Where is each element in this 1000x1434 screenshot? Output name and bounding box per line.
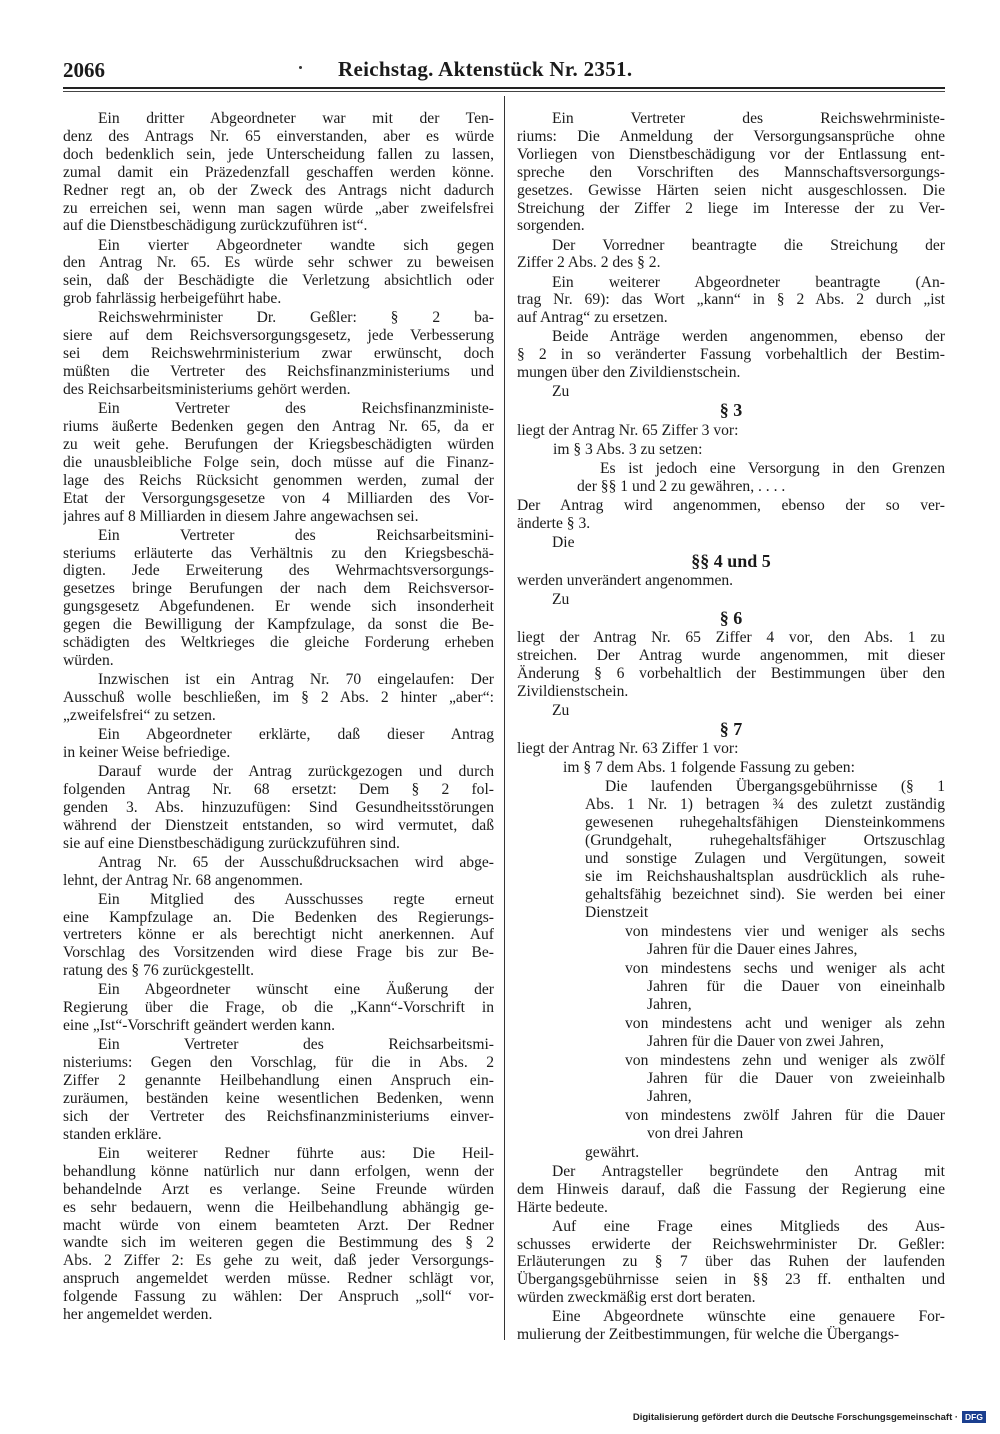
text-line: zumal damit ein Präzedenzfall geschaffen werden könne. [63,163,494,181]
text-line: Abs. 2 Ziffer 2: Es gehe zu weit, daß jeder Versorgungs- [63,1252,494,1270]
column-divider [504,96,505,1340]
text-line: riums äußerte Bedenken gegen den Antrag Nr. 65, da er [63,417,494,435]
text-line: Ein weiterer Abgeordneter beantragte (An- [552,273,945,291]
text-line: der §§ 1 und 2 zu gewähren, . . . . [577,477,786,495]
text-line: Jahren für die Dauer von eineinhalb [647,977,945,995]
text-line: Die [552,533,575,551]
text-line: eine Kampfzulage an. Die Bedenken des Regierungs- [63,908,494,926]
text-line: Ein Abgeordneter erklärte, daß dieser Antrag [98,725,494,743]
paragraph-block [63,309,494,399]
text-line: im § 7 dem Abs. 1 folgende Fassung zu geben: [563,759,855,777]
header-rule-thin [63,91,945,92]
paragraph-block [517,1218,945,1308]
text-line: Beide Anträge werden angenommen, ebenso der [552,328,945,346]
text-line: grob fahrlässig herbeigeführt habe. [63,290,282,308]
text-line: Ein weiterer Redner führte aus: Die Heil- [98,1144,494,1162]
text-line: Antrag Nr. 65 der Ausschußdrucksachen wird abge- [98,853,494,871]
text-line: steriums erläuterte das Verhältnis zu den Kriegsbeschä- [63,544,494,562]
text-line: zu weit gehe. Berufungen der Kriegsbeschädigten würden [63,435,494,453]
plain-block [517,422,945,440]
paragraph-block [63,854,494,890]
text-line: doch bedenklich sein, jede Unterscheidung fallen zu lassen, [63,145,494,163]
text-line: müßten die Vertreter des Reichsfinanzministeriums und [63,363,494,381]
text-line: folgenden Antrag Nr. 68 ersetzt: Dem § 2 fol- [63,780,494,798]
text-line: Der Antragsteller begründete den Antrag mit [552,1162,945,1180]
section-heading [517,402,945,420]
text-line: es sehr bedauern, wenn die Heilbehandlung abhängig ge- [63,1198,494,1216]
paragraph-block [63,1145,494,1324]
text-line: Jahren, [647,995,692,1013]
text-line: Vorschlag des Vorsitzenden wird diese Frage bis zur Be- [63,944,494,962]
text-line: Es ist jedoch eine Versorgung in den Grenzen [600,459,945,477]
running-title: Reichstag. Aktenstück Nr. 2351. [338,57,633,81]
text-line: Zu [552,702,570,719]
text-line: würden zweckmäßig erst dort beraten. [517,1289,756,1307]
text-line: gewesenen ruhegehaltsfähigen Diensteinkommens [585,814,945,832]
right-column [517,110,945,1345]
text-line: eine „Ist“-Vorschrift geändert werden kann. [63,1017,336,1035]
text-line: § 6 [719,610,743,628]
text-line: „zweifelsfrei“ zu setzen. [63,706,216,724]
text-line: die unausbleibliche Folge sein, doch müsse auf die Finanz- [63,453,494,471]
paragraph-block [517,1308,945,1344]
zu-block [517,534,945,552]
sub2-block [517,460,945,496]
sub-b-block [517,759,945,777]
digitization-credit [633,1411,986,1423]
text-line: gesetzes bringe Berufungen der nach dem Reichsversor- [63,580,494,598]
credit-text: Digitalisierung gefördert durch die Deutsche Forschungsgemeinschaft · [632,1411,959,1423]
text-line: während der Dienstzeit entstanden, so wird vermutet, daß [63,816,494,834]
text-line: sich der Vertreter des Reichsfinanzministeriums einver- [63,1107,494,1125]
plain-block [517,740,945,758]
text-line: § 7 [719,721,743,739]
text-line: auf die Dienstbeschädigung zurückzuführen ist“. [63,217,368,235]
text-line: behandelnde Arzt es verlange. Seine Freunde würden [63,1180,494,1198]
list-item-block [517,1052,945,1106]
text-line: Darauf wurde der Antrag zurückgezogen und durch [98,762,494,780]
text-line: mungen über den Zivildienstschein. [517,364,741,382]
text-line: Regierung über die Frage, ob die „Kann“-Vorschrift in [63,999,494,1017]
sub-block [517,441,945,459]
text-line: Jahren für die Dauer von zwei Jahren, [647,1032,884,1050]
section-heading [517,553,945,571]
text-line: Härte bedeute. [517,1198,608,1216]
text-line: vertreters könne er als berechtigt nicht anerkennen. Auf [63,926,494,944]
text-line: liegt der Antrag Nr. 63 Ziffer 1 vor: [517,740,739,758]
text-line: gesetzes. Gewisse Härten seien nicht ausgeschlossen. Die [517,181,945,199]
text-line: von mindestens acht und weniger als zehn [625,1014,945,1032]
text-line: schädigten des Weltkrieges die gleiche Forderung erheben [63,634,494,652]
text-line: Reichswehrminister Dr. Geßler: § 2 ba- [98,309,494,327]
list-item-block [517,1015,945,1051]
text-line: Ein Vertreter des Reichswehrministe- [552,110,945,127]
text-line: von mindestens zehn und weniger als zwölf [625,1051,945,1069]
text-line: (Grundgehalt, ruhegehaltsfähiger Ortszuschlag [585,832,945,850]
left-column [63,110,494,1325]
text-line: Ein dritter Abgeordneter war mit der Ten- [98,110,494,127]
paragraph-block [63,237,494,309]
text-line: folgende Fassung zu wählen: Der Anspruch „soll“ vor- [63,1288,494,1306]
text-line: Jahren für die Dauer von zweieinhalb [647,1069,945,1087]
text-line: zuräumen, beständen keine wesentlichen Bedenken, wenn [63,1090,494,1107]
header-rule [63,87,945,89]
text-line: § 3 [719,402,743,421]
text-line: Übergangsgebührnisse seien in §§ 23 ff. enthalten und [517,1271,945,1289]
zu-block [517,591,945,609]
text-line: Ziffer 2 genannte Heilbehandlung einen Anspruch ein- [63,1072,494,1090]
text-line: von drei Jahren [647,1124,744,1142]
paragraph-block [63,527,494,670]
text-line: denz des Antrags Nr. 65 einverstanden, aber es würde [63,127,494,145]
text-line: Abs. 1 Nr. 1) betragen ¾ des zuletzt zuständig [585,796,945,814]
text-line: Auf eine Frage eines Mitglieds des Aus- [552,1217,945,1235]
text-line: Ein Mitglied des Ausschusses regte erneut [98,890,494,908]
text-line: Der Vorredner beantragte die Streichung der [552,236,945,254]
page-number: 2066 [63,58,105,82]
quote-block [517,778,945,921]
paragraph-block [63,981,494,1035]
text-line: sein, daß der Beschädigte die Verletzung absichtlich oder [63,272,494,290]
text-line: Ein Vertreter des Reichsarbeitsmi- [98,1036,494,1054]
text-line: von mindestens sechs und weniger als acht [625,959,945,977]
text-line: sie im Reichshaushaltsplan ausdrücklich als ruhe- [585,867,945,885]
text-line: Ein Vertreter des Reichsarbeitsmini- [98,526,494,544]
section-heading [517,610,945,628]
text-line: genden 3. Abs. hinzuzufügen: Sind Gesundheitsstörungen [63,798,494,816]
text-line: Dienstzeit [585,903,649,921]
text-line: Ein Vertreter des Reichsfinanzministe- [98,400,494,418]
text-line: ratung des § 76 zurückgestellt. [63,962,254,980]
text-line: standen erkläre. [63,1125,162,1143]
paragraph-block [517,237,945,273]
text-line: liegt der Antrag Nr. 65 Ziffer 4 vor, den Abs. 1 zu [517,629,945,647]
text-line: im § 3 Abs. 3 zu setzen: [553,440,703,458]
text-line: macht würde von einem beamteten Arzt. Der Redner [63,1216,494,1234]
text-line: in keiner Weise befriedige. [63,743,231,761]
text-line: her angemeldet werden. [63,1306,213,1324]
paragraph-block [517,328,945,382]
text-line: schusses erwiderte der Reichswehrminister Dr. Geßler: [517,1235,945,1253]
print-speck [299,66,302,69]
text-line: digten. Jede Erweiterung des Wehrmachtsversorgungs- [63,562,494,580]
paragraph-block [63,671,494,725]
zu-block [517,383,945,401]
text-line: Ein Abgeordneter wünscht eine Äußerung der [98,981,494,999]
text-line: anspruch angemeldet werden müsse. Redner schlägt vor, [63,1270,494,1288]
text-line: den Antrag Nr. 65. Es würde sehr schwer zu beweisen [63,254,494,272]
text-line: §§ 4 und 5 [691,552,771,571]
paragraph-block [517,110,945,235]
text-line: siere auf dem Reichsversorgungsgesetz, jede Verbesserung [63,327,494,345]
text-line: Redner regt an, ob der Zweck des Antrags nicht dadurch [63,181,494,199]
text-line: dem Hinweis darauf, daß die Fassung der Regierung eine [517,1180,945,1198]
text-line: Der Antrag wird angenommen, ebenso der so ver- [517,496,945,514]
plain-block [517,629,945,701]
text-line: Die laufenden Übergangsgebührnisse (§ 1 [605,778,945,796]
text-line: Jahren für die Dauer eines Jahres, [647,940,858,958]
text-line: Jahren, [647,1087,692,1105]
text-line: sei dem Reichswehrministerium zwar erwünscht, doch [63,345,494,363]
paragraph-block [63,1036,494,1143]
text-line: von mindestens zwölf Jahren für die Dauer [625,1106,945,1124]
list-item-block [517,923,945,959]
text-line: jahres auf 8 Milliarden in diesem Jahre angewachsen sei. [63,507,419,525]
text-line: gewährt. [585,1143,640,1161]
text-line: mulierung der Zeitbestimmungen, für welche die Übergangs- [517,1326,900,1344]
text-line: lage des Reichs Rücksicht genommen werden, zumal der [63,471,494,489]
text-line: streichen. Der Antrag wurde angenommen, mit dieser [517,647,945,665]
text-line: änderte § 3. [517,514,591,532]
text-line: spreche den Vorschriften des Mannschaftsversorgungs- [517,163,945,181]
text-line: werden unverändert angenommen. [517,571,734,589]
text-line: Zivildienstschein. [517,682,629,700]
paragraph-block [63,763,494,853]
text-line: Eine Abgeordnete wünschte eine genauere For- [552,1308,945,1326]
paragraph-block [517,1163,945,1217]
text-line: und sonstige Zulagen und Vergütungen, soweit [585,850,945,867]
text-line: gegen die Bewilligung der Kampfzulage, da sonst die Be- [63,616,494,634]
text-line: gehaltsfähig bezeichnet sind). Sie werden bei einer [585,885,945,903]
text-line: trag Nr. 69): das Wort „kann“ in § 2 Abs. 2 durch „ist [517,291,945,309]
plain-block [517,497,945,533]
text-line: Vorliegen von Dienstbeschädigung vor der Entlassung ent- [517,145,945,163]
list-item-block [517,960,945,1014]
text-line: Ausschuß wolle beschließen, im § 2 Abs. 2 hinter „aber“: [63,688,494,706]
text-line: des Reichsarbeitsministeriums gehört werden. [63,380,351,398]
plain-block [517,572,945,590]
text-line: Inzwischen ist ein Antrag Nr. 70 eingelaufen: Der [98,671,494,689]
text-line: Ein vierter Abgeordneter wandte sich gegen [98,236,494,254]
text-line: würden. [63,651,114,669]
text-line: Streichung der Ziffer 2 liege im Interesse der zu Ver- [517,199,945,217]
text-line: behandlung könne natürlich nur dann erfolgen, wenn der [63,1162,494,1180]
paragraph-block [63,726,494,762]
text-line: von mindestens vier und weniger als sechs [625,922,945,940]
text-line: Erläuterungen zu § 7 über das Ruhen der laufenden [517,1253,945,1271]
text-line: wandte sich im weiteren gegen die Bestimmung des § 2 [63,1234,494,1252]
text-line: Zu [552,383,570,401]
text-line: § 2 in so veränderter Fassung vorbehaltlich der Bestim- [517,346,945,364]
text-line: Zu [552,591,570,608]
gew-block [517,1144,945,1162]
text-line: gungsgesetz Abgefundenen. Er wende sich insonderheit [63,598,494,616]
text-line: sorgenden. [517,217,585,235]
text-line: auf Antrag“ zu ersetzen. [517,309,668,327]
text-line: sie auf eine Dienstbeschädigung zurückzuführen sind. [63,834,400,852]
text-line: Etat der Versorgungsgesetze von 4 Milliarden des Vor- [63,489,494,507]
paragraph-block [517,274,945,328]
dfg-logo: DFG [962,1411,986,1423]
text-line: liegt der Antrag Nr. 65 Ziffer 3 vor: [517,421,739,439]
text-line: riums: Die Anmeldung der Versorgungsansprüche ohne [517,127,945,145]
text-line: Änderung § 6 vorbehaltlich der Bestimmungen über den [517,665,945,682]
section-heading [517,721,945,739]
text-line: nisteriums: Gegen den Vorschlag, für die in Abs. 2 [63,1054,494,1072]
text-line: lehnt, der Antrag Nr. 68 angenommen. [63,871,303,889]
list-item-block [517,1107,945,1143]
paragraph-block [63,400,494,525]
text-line: zu erreichen sei, wenn man sagen würde „aber zweifelsfrei [63,199,494,217]
text-line: Ziffer 2 Abs. 2 des § 2. [517,254,661,272]
paragraph-block [63,110,494,235]
zu-block [517,702,945,720]
paragraph-block [63,891,494,981]
